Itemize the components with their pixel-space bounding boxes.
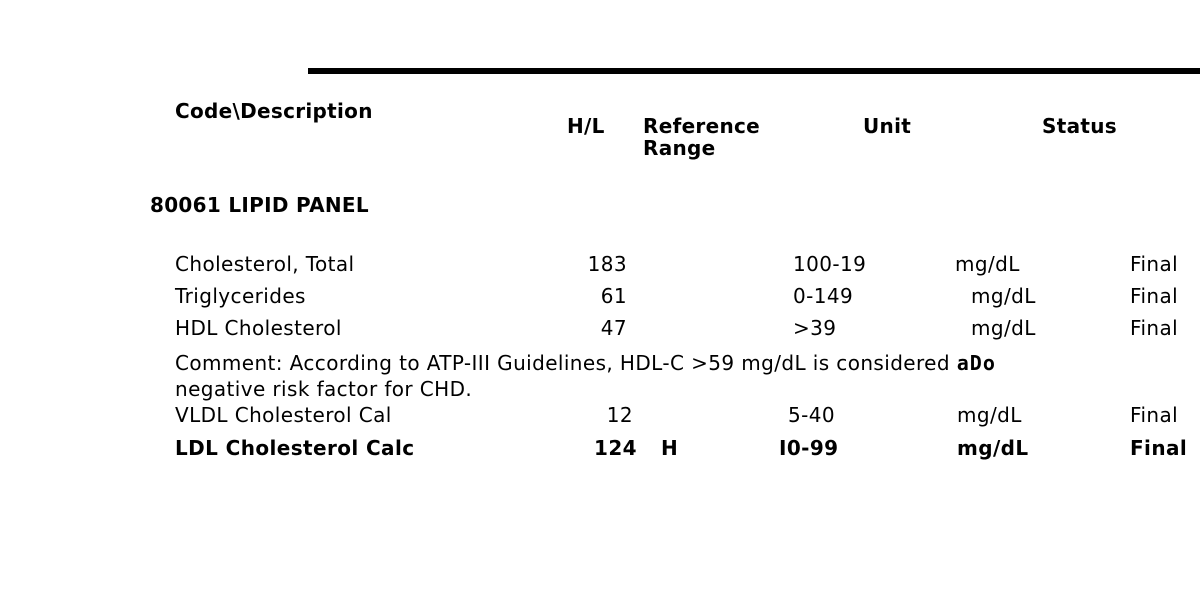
row-name: Cholesterol, Total <box>175 252 355 276</box>
row-status: Final <box>1130 316 1179 340</box>
comment-line2: negative risk factor for CHD. <box>175 377 473 401</box>
header-status: Status <box>1042 114 1117 138</box>
comment <box>175 350 996 402</box>
row-name: HDL Cholesterol <box>175 316 342 340</box>
row-unit: mg/dL <box>957 436 1029 460</box>
comment-line1-tail: aDo <box>956 351 996 375</box>
row-name: VLDL Cholesterol Cal <box>175 403 392 427</box>
row-unit: mg/dL <box>957 403 1022 427</box>
row-name: LDL Cholesterol Calc <box>175 436 415 460</box>
row-value: 61 <box>600 284 627 308</box>
row-value: 12 <box>606 403 633 427</box>
comment-line1: Comment: According to ATP-III Guidelines, HDL-C >59 mg/dL is considered <box>175 351 957 375</box>
row-status: Final <box>1130 436 1188 460</box>
header-hl: H/L <box>567 114 605 138</box>
header-unit: Unit <box>863 114 912 138</box>
row-range: 0-149 <box>793 284 854 308</box>
row-unit: mg/dL <box>971 316 1036 340</box>
header-rule <box>308 68 1200 74</box>
row-value: 183 <box>587 252 627 276</box>
row-hl-flag: H <box>661 436 679 460</box>
row-status: Final <box>1130 403 1179 427</box>
row-unit: mg/dL <box>971 284 1036 308</box>
header-code-description: Code\Description <box>175 99 373 123</box>
row-name: Triglycerides <box>175 284 306 308</box>
row-range: I0-99 <box>779 436 839 460</box>
header-reference-range: Reference Range <box>643 114 761 160</box>
row-range: >39 <box>793 316 837 340</box>
row-status: Final <box>1130 284 1179 308</box>
row-value: 47 <box>600 316 627 340</box>
row-value: 124 <box>594 436 637 460</box>
row-unit: mg/dL <box>955 252 1020 276</box>
row-range: 5-40 <box>788 403 835 427</box>
row-range: 100-19 <box>793 252 867 276</box>
row-status: Final <box>1130 252 1179 276</box>
panel-title: 80061 LIPID PANEL <box>150 193 369 217</box>
